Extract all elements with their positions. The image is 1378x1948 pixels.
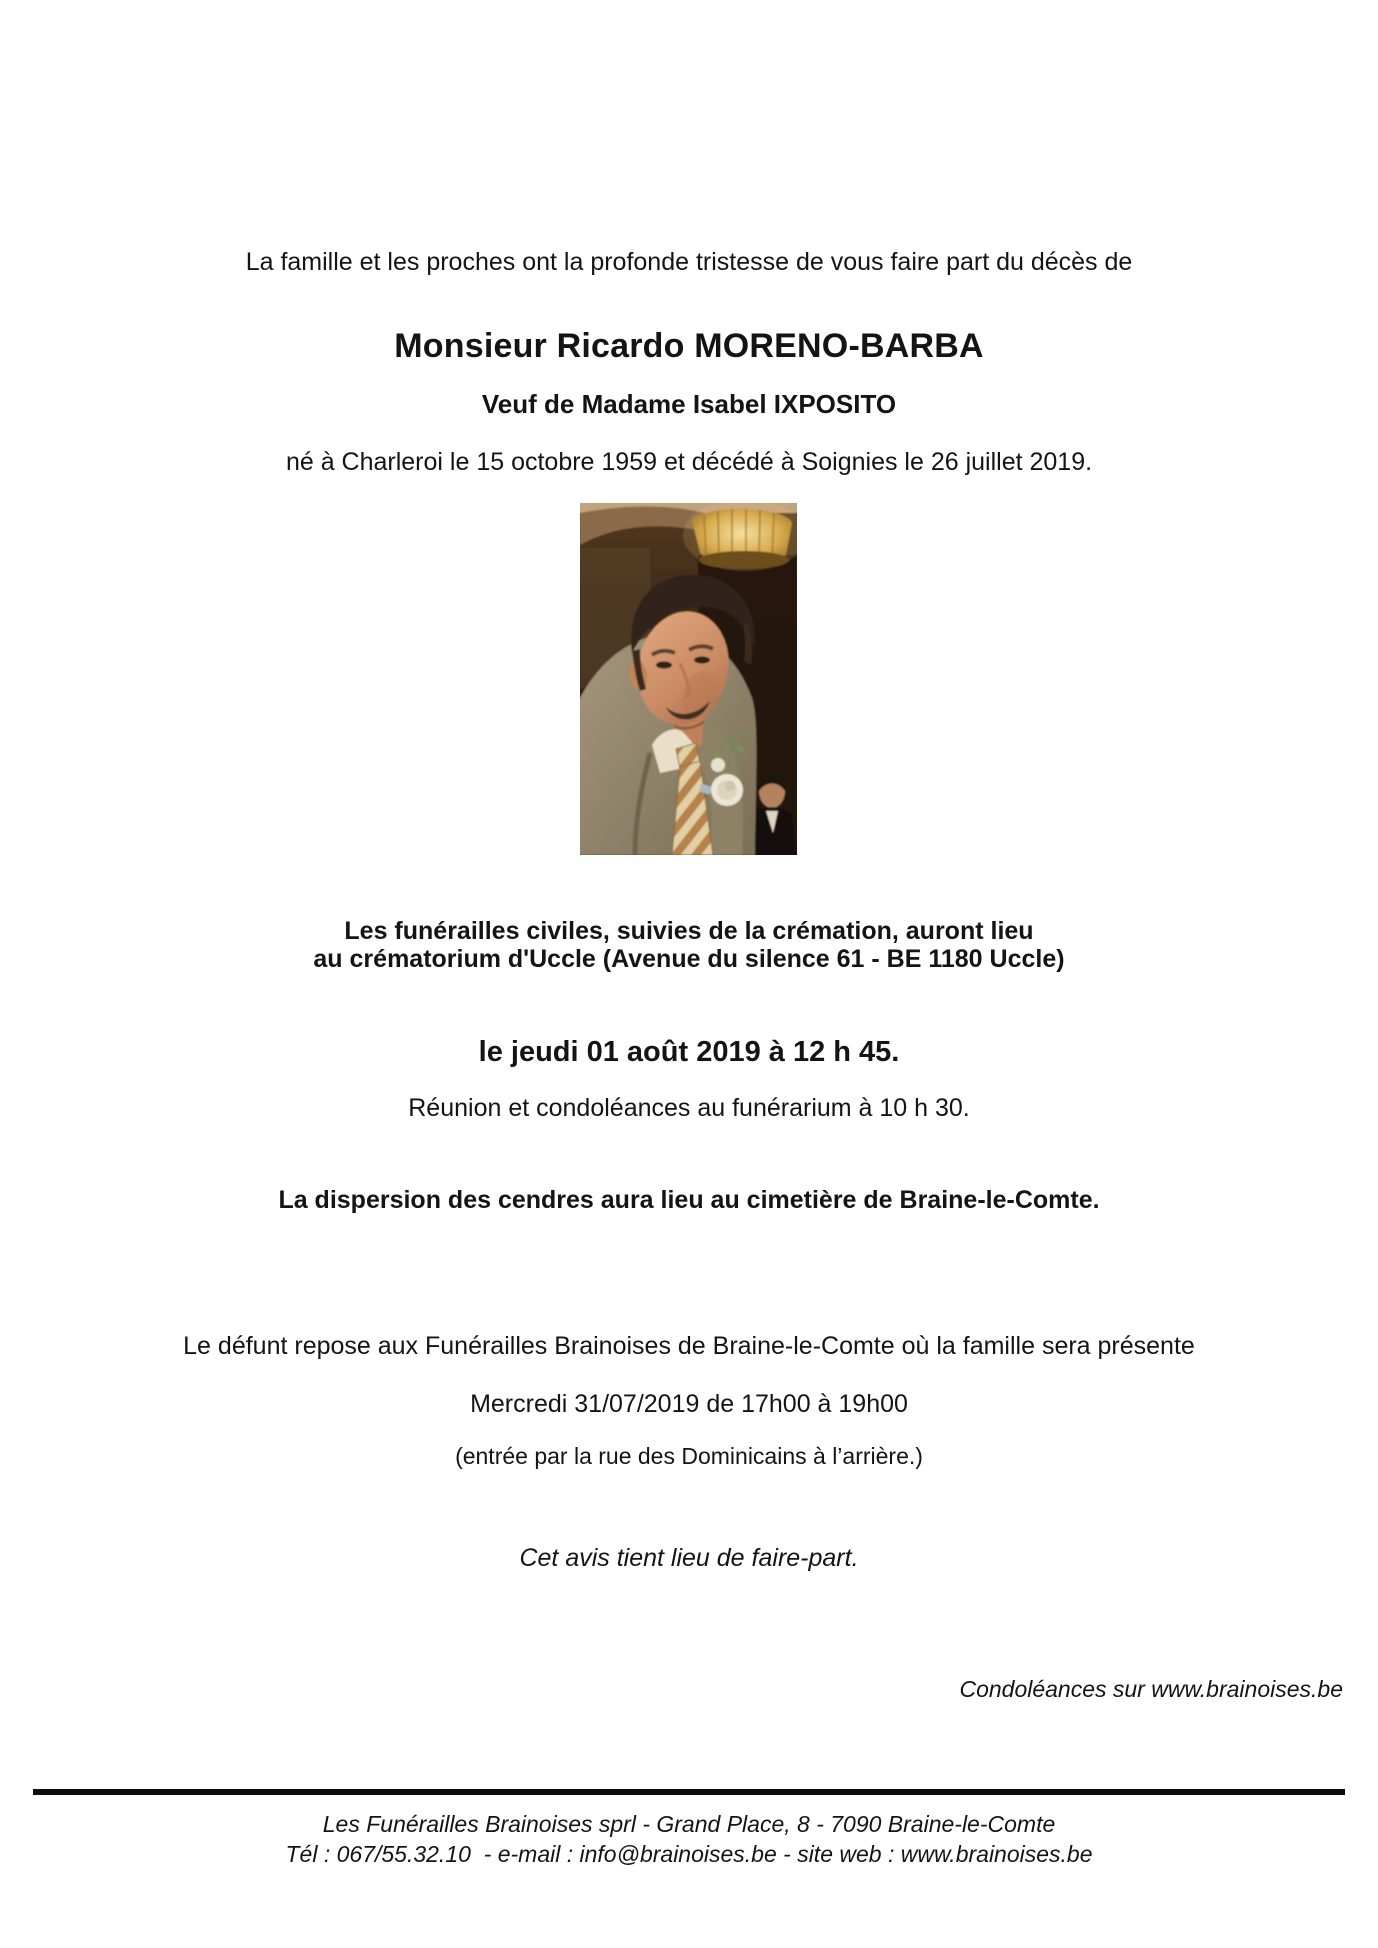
footer-company-line: Les Funérailles Brainoises sprl - Grand Place, 8 - 7090 Braine-le-Comte bbox=[322, 1811, 1056, 1837]
footer-divider bbox=[33, 1789, 1345, 1795]
faire-part-line: Cet avis tient lieu de faire-part. bbox=[519, 1544, 859, 1572]
portrait-photo-illustration bbox=[580, 503, 797, 855]
widower-line: Veuf de Madame Isabel IXPOSITO bbox=[481, 389, 897, 419]
portrait-photo bbox=[580, 503, 797, 855]
ashes-dispersal-line: La dispersion des cendres aura lieu au cimetière de Braine-le-Comte. bbox=[278, 1186, 1100, 1214]
birth-death-line: né à Charleroi le 15 octobre 1959 et décédé à Soignies le 26 juillet 2019. bbox=[285, 448, 1093, 476]
online-condolences-line: Condoléances sur www.brainoises.be bbox=[959, 1676, 1343, 1702]
repose-line: Le défunt repose aux Funérailles Brainoises de Braine-le-Comte où la famille sera présente bbox=[183, 1332, 1195, 1360]
visit-datetime-line: Mercredi 31/07/2019 de 17h00 à 19h00 bbox=[470, 1390, 908, 1418]
visit-note-line: (entrée par la rue des Dominicains à l’arrière.) bbox=[455, 1443, 923, 1469]
footer-contact-line: Tél : 067/55.32.10 - e-mail : info@brainoises.be - site web : www.brainoises.be bbox=[285, 1841, 1093, 1867]
ceremony-line-2: au crématorium d'Uccle (Avenue du silence 61 - BE 1180 Uccle) bbox=[313, 945, 1065, 973]
ceremony-line-1: Les funérailles civiles, suivies de la crémation, auront lieu bbox=[344, 917, 1034, 945]
ceremony-datetime: le jeudi 01 août 2019 à 12 h 45. bbox=[478, 1036, 900, 1068]
gathering-line: Réunion et condoléances au funérarium à 10 h 30. bbox=[408, 1094, 970, 1122]
intro-line: La famille et les proches ont la profonde tristesse de vous faire part du décès de bbox=[245, 248, 1133, 276]
deceased-name: Monsieur Ricardo MORENO-BARBA bbox=[394, 327, 984, 365]
